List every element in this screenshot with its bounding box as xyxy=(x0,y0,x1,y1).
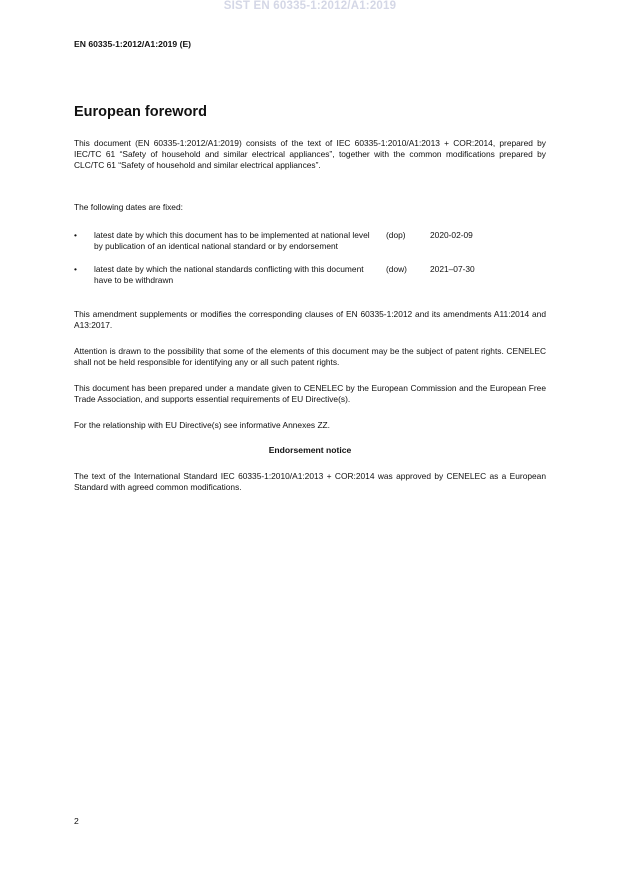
date-description: latest date by which the national standards conflicting with this document have to be withdrawn xyxy=(94,264,364,286)
list-item xyxy=(74,264,546,290)
mandate-paragraph: This document has been prepared under a mandate given to CENELEC by the European Commission and the European Free Trade Association, and supports essential requirements of EU Directive(s). xyxy=(74,383,546,405)
document-id: EN 60335-1:2012/A1:2019 (E) xyxy=(74,39,192,49)
date-description: latest date by which this document has to be implemented at national level by publication of an identical national standard or by endorsement xyxy=(94,230,370,252)
date-code: (dow) xyxy=(386,264,407,274)
endorsement-paragraph: The text of the International Standard IEC 60335-1:2010/A1:2013 + COR:2014 was approved by CENELEC as a European Standard with agreed common modifications. xyxy=(74,471,546,493)
intro-paragraph: This document (EN 60335-1:2012/A1:2019) consists of the text of IEC 60335-1:2010/A1:2013 + COR:2014, prepared by IEC/TC 61 “Safety of household and similar electrical appliances”, together with the common modifications prepared by CLC/TC 61 “Safety of household and similar electrical appliances”. xyxy=(74,138,546,171)
page-title: European foreword xyxy=(74,104,207,120)
date-code: (dop) xyxy=(386,230,406,240)
page-number: 2 xyxy=(74,816,79,826)
watermark: SIST EN 60335-1:2012/A1:2019 xyxy=(223,0,397,12)
date-value: 2021–07-30 xyxy=(430,264,475,274)
dates-list xyxy=(74,230,546,290)
patent-paragraph: Attention is drawn to the possibility that some of the elements of this document may be the subject of patent rights. CENELEC shall not be held responsible for identifying any or all such patent rights. xyxy=(74,346,546,368)
dates-intro: The following dates are fixed: xyxy=(74,202,183,212)
date-value: 2020-02-09 xyxy=(430,230,473,240)
list-item xyxy=(74,230,546,264)
endorsement-heading: Endorsement notice xyxy=(268,445,352,455)
relationship-paragraph: For the relationship with EU Directive(s) see informative Annexes ZZ. xyxy=(74,420,330,430)
supplements-paragraph: This amendment supplements or modifies the corresponding clauses of EN 60335-1:2012 and its amendments A11:2014 and A13:2017. xyxy=(74,309,546,331)
bullet-icon: • xyxy=(74,264,77,274)
bullet-icon: • xyxy=(74,230,77,240)
